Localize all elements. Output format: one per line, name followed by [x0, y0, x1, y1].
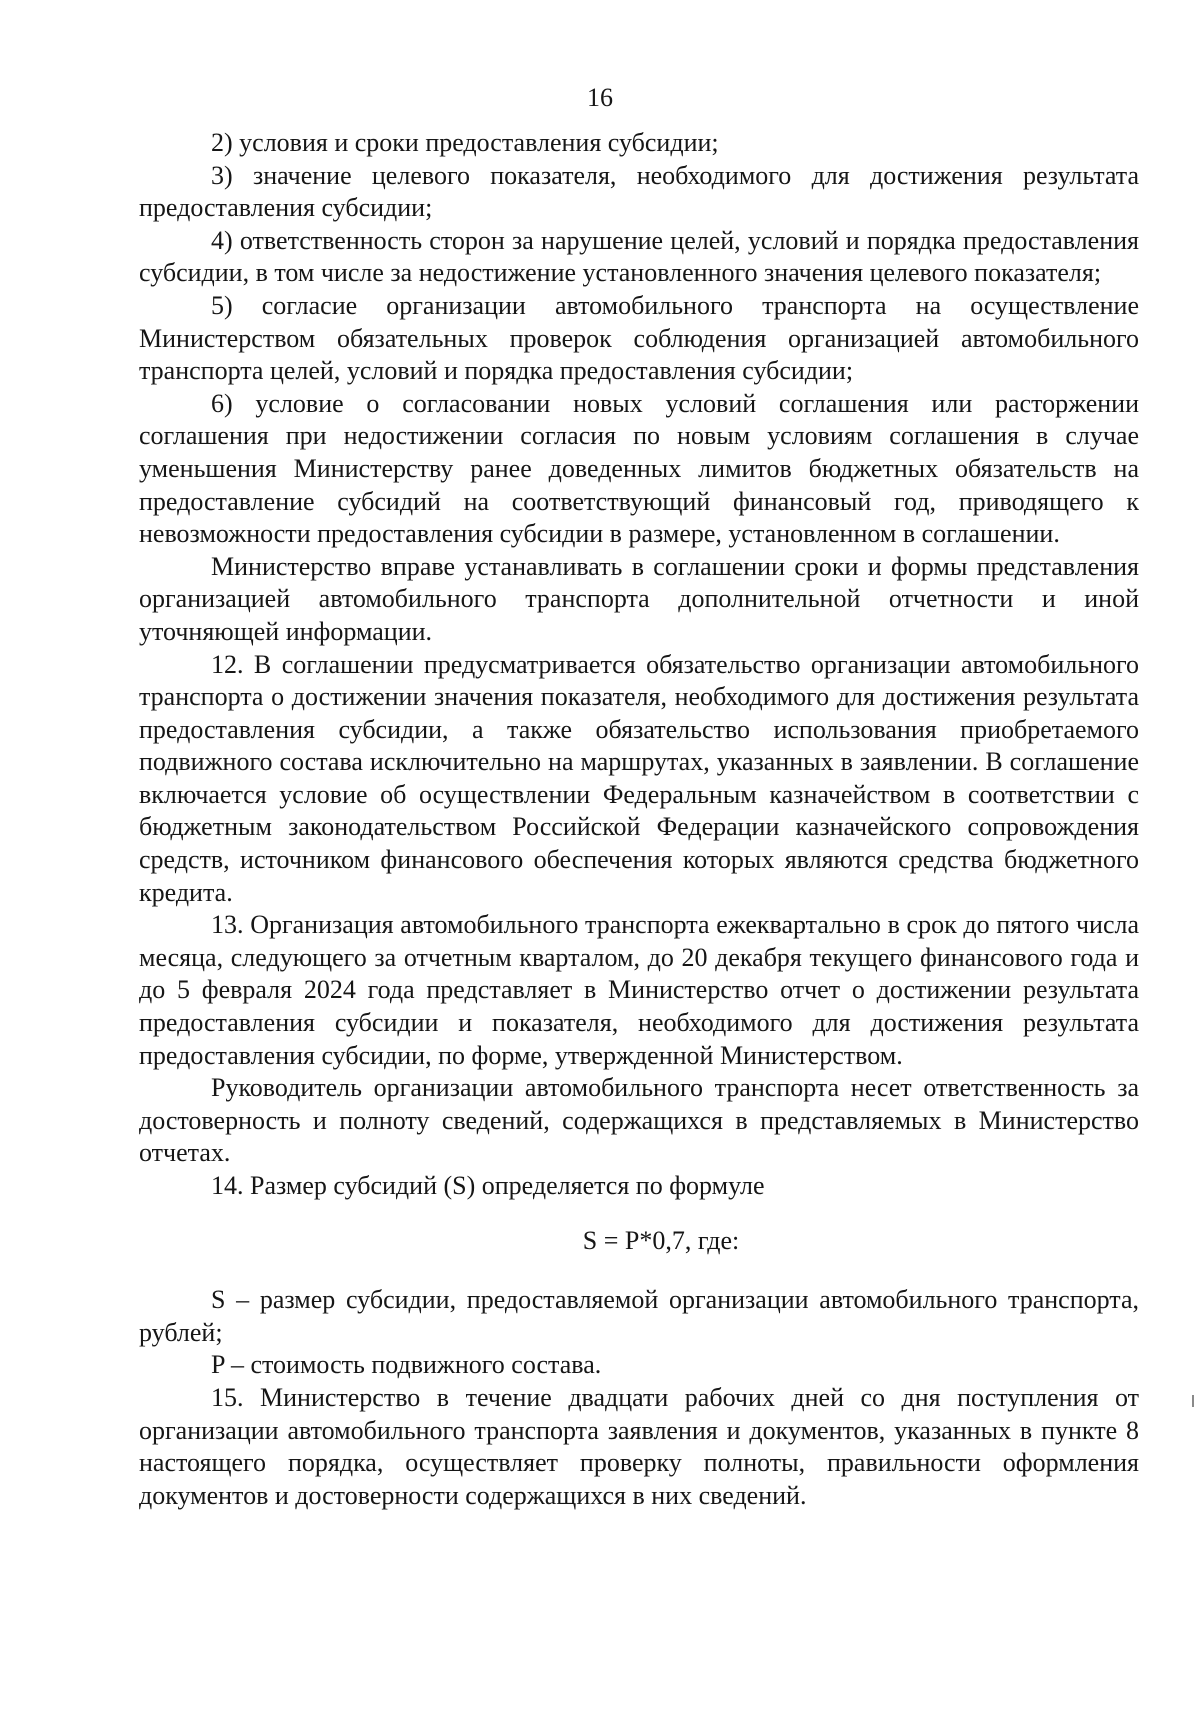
definition-p: P – стоимость подвижного состава.: [211, 1350, 602, 1380]
page-number: 16: [587, 83, 613, 112]
document-body: [139, 127, 1139, 1512]
list-item-renegotiation: 6) условие о согласовании новых условий соглашения или расторжении соглашения при недостижении согласия по новым условиям соглашения в случае уменьшения Министерству ранее доведенных лимитов бюджетных обязательств на предоставление субсидий на соответствующий финансовый год, приводящего к невозможности предоставления субсидии в размере, установленном в соглашении.: [139, 388, 1139, 549]
clause-15: 15. Министерство в течение двадцати рабочих дней со дня поступления от организации автомобильного транспорта заявления и документов, указанных в пункте 8 настоящего порядка, осуществляет проверку полноты, правильности оформления документов и достоверности содержащихся в них сведений.: [139, 1382, 1139, 1510]
list-item-target-indicator: 3) значение целевого показателя, необходимого для достижения результата предоставления субсидии;: [139, 160, 1139, 223]
list-item-conditions: 2) условия и сроки предоставления субсидии;: [211, 128, 719, 157]
paragraph-manager-responsibility: Руководитель организации автомобильного транспорта несет ответственность за достоверность и полноту сведений, содержащихся в представляемых в Министерство отчетах.: [139, 1073, 1139, 1168]
subsidy-formula: S = P*0,7, где:: [582, 1225, 740, 1255]
clause-12: 12. В соглашении предусматривается обязательство организации автомобильного транспорта о достижении значения показателя, необходимого для достижения результата предоставления субсидии, а также обязательство использования приобретаемого подвижного состава исключительно на маршрутах, указанных в заявлении. В соглашение включается условие об осуществлении Федеральным казначейством в соответствии с бюджетным законодательством Российской Федерации казначейского сопровождения средств, источником финансового обеспечения которых являются средства бюджетного кредита.: [139, 649, 1139, 907]
clause-14: 14. Размер субсидий (S) определяется по формуле: [211, 1171, 765, 1200]
definition-s: S – размер субсидии, предоставляемой организации автомобильного транспорта, рублей;: [139, 1285, 1139, 1347]
list-item-inspection-consent: 5) согласие организации автомобильного транспорта на осуществление Министерством обязательных проверок соблюдения организацией автомобильного транспорта целей, условий и порядка предоставления субсидии;: [139, 290, 1139, 386]
scan-artifact-mark: [1192, 1395, 1194, 1407]
paragraph-additional-reporting: Министерство вправе устанавливать в соглашении сроки и формы представления организацией автомобильного транспорта дополнительной отчетности и иной уточняющей информации.: [139, 551, 1139, 646]
clause-13: 13. Организация автомобильного транспорта ежеквартально в срок до пятого числа месяца, следующего за отчетным кварталом, до 20 декабря текущего финансового года и до 5 февраля 2024 года представляет в Министерство отчет о достижении результата предоставления субсидии и показателя, необходимого для достижения результата предоставления субсидии, по форме, утвержденной Министерством.: [139, 910, 1139, 1070]
list-item-responsibility: 4) ответственность сторон за нарушение целей, условий и порядка предоставления субсидии, в том числе за недостижение установленного значения целевого показателя;: [139, 225, 1139, 288]
